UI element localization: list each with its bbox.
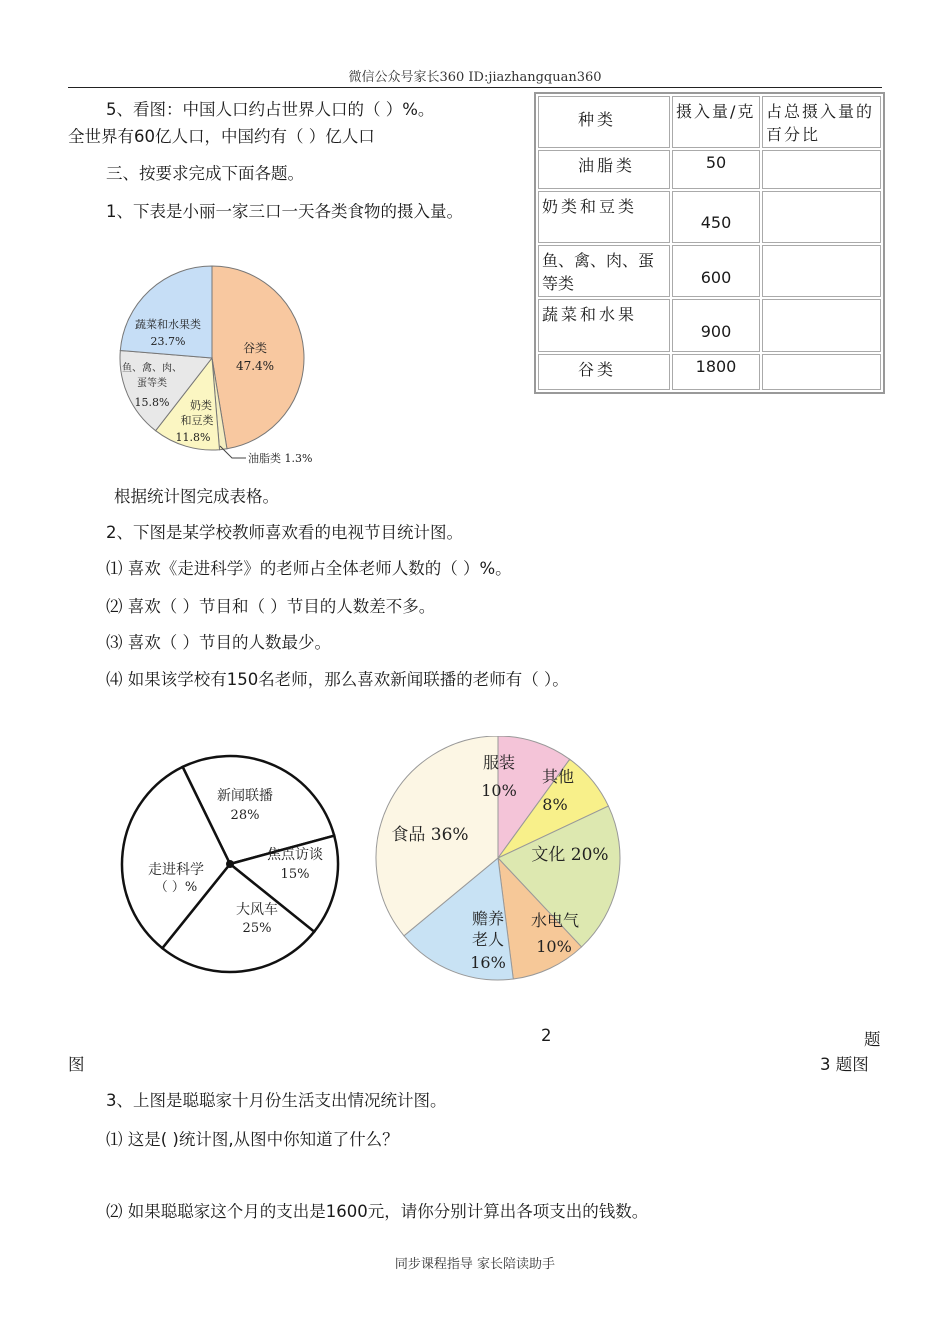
pie-value-dairy: 11.8% [175,431,211,444]
pie-value-windmill: 25% [242,921,272,936]
table-header-category: 种类 [538,96,670,148]
food-pie-chart [112,262,332,468]
table-row-amount: 50 [672,150,760,188]
pie-label-news: 新闻联播 [217,788,273,804]
food-intake-table [534,92,885,394]
pie-label-elderly-1: 赡养 [471,909,505,928]
pie-value-oil: 油脂类 1.3% [248,452,313,465]
page-footer: 同步课程指导 家长陪读助手 [394,1257,556,1272]
q2-text: 2、下图是某学校教师喜欢看的电视节目统计图。 [106,523,463,542]
pie-value-focus: 15% [280,867,310,882]
figure-2-tu: 图 [68,1055,85,1074]
table-row-category: 奶类和豆类 [538,191,670,243]
pie-label-dairy-1: 奶类 [190,399,212,412]
figure-3-caption: 3 题图 [820,1055,869,1074]
q5-line1: 5、看图：中国人口约占世界人口的（ ）%。 [106,100,435,119]
pie-value-meat: 15.8% [134,396,170,409]
pie-value-food: 食品 36% [391,825,469,845]
pie-label-other: 其他 [541,767,575,786]
figure-2-ti: 题 [864,1030,881,1049]
table-row-percent-blank[interactable] [762,191,881,243]
pie-label-meat-2: 蛋等类 [137,378,167,389]
q3-sub2: ⑵ 如果聪聪家这个月的支出是1600元，请你分别计算出各项支出的钱数。 [106,1202,649,1221]
pie-label-clothing: 服装 [482,753,516,772]
pie-label-grain: 谷类 [242,341,268,355]
table-row-amount: 900 [672,299,760,351]
pie-label-science: 走进科学 [148,862,204,878]
q1-instruction: 根据统计图完成表格。 [114,487,279,506]
expense-pie-chart [370,736,628,986]
table-header-percent: 占总摄入量的百分比 [762,96,881,148]
table-row-amount: 450 [672,191,760,243]
pie-value-grain: 47.4% [235,359,275,373]
pie-slice-1 [212,266,304,449]
q5-line2: 全世界有60亿人口，中国约有（ ）亿人口 [68,127,375,146]
table-row-category: 谷类 [538,354,670,390]
tv-program-pie-chart [112,748,352,978]
pie-center-dot [226,860,234,868]
table-row-category: 鱼、禽、肉、蛋等类 [538,245,670,297]
pie-label-vegetables: 蔬菜和水果类 [135,318,201,331]
pie-label-elderly-2: 老人 [471,930,505,949]
pie-value-utilities: 10% [536,937,572,956]
header-rule [68,87,882,88]
q3-sub1: ⑴ 这是( )统计图,从图中你知道了什么？ [106,1130,399,1149]
page-header: 微信公众号家长360 ID:jiazhangquan360 [348,70,602,85]
pie-value-vegetables: 23.7% [150,335,186,348]
pie-label-windmill: 大风车 [236,902,278,918]
table-row-amount: 600 [672,245,760,297]
pie-label-utilities: 水电气 [530,911,580,930]
table-row-percent-blank[interactable] [762,299,881,351]
figure-2-number: 2 [541,1026,552,1045]
q3-text: 3、上图是聪聪家十月份生活支出情况统计图。 [106,1091,447,1110]
q1-text: 1、下表是小丽一家三口一天各类食物的摄入量。 [106,202,463,221]
pie-label-meat-1: 鱼、禽、肉、 [122,363,182,374]
pie-value-other: 8% [542,795,568,814]
q2-sub4: ⑷ 如果该学校有150名老师，那么喜欢新闻联播的老师有（ ）。 [106,670,569,689]
table-row-category: 蔬菜和水果 [538,299,670,351]
q2-sub2: ⑵ 喜欢（ ）节目和（ ）节目的人数差不多。 [106,597,436,616]
pie-value-science: （ ）% [154,880,198,895]
table-row-percent-blank[interactable] [762,354,881,390]
pie-value-elderly: 16% [470,953,506,972]
table-row-amount: 1800 [672,354,760,390]
q2-sub1: ⑴ 喜欢《走进科学》的老师占全体老师人数的（ ）%。 [106,559,512,578]
section-3-title: 三、按要求完成下面各题。 [106,164,304,183]
pie-value-culture: 文化 20% [531,845,609,865]
pie-value-clothing: 10% [481,781,517,800]
table-header-amount: 摄入量/克 [672,96,760,148]
pie-label-focus: 焦点访谈 [267,847,323,863]
table-row-percent-blank[interactable] [762,245,881,297]
pie-label-dairy-2: 和豆类 [180,414,214,427]
pie-value-news: 28% [230,808,260,823]
q2-sub3: ⑶ 喜欢（ ）节目的人数最少。 [106,633,331,652]
table-row-percent-blank[interactable] [762,150,881,188]
table-row-category: 油脂类 [538,150,670,188]
